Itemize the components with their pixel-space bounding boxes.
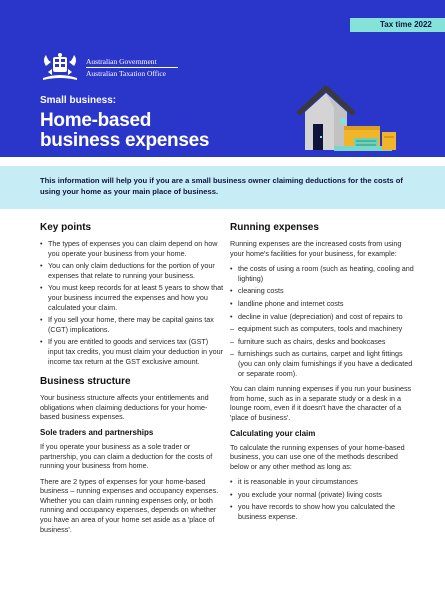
business-structure-heading: Business structure xyxy=(40,376,131,388)
list-item: • If you sell your home, there may be capital gains tax (CGT) implications. xyxy=(40,315,214,334)
running-expenses-intro: Running expenses are the increased costs from using your home's facilities for your business, for example: xyxy=(230,239,402,258)
sole-traders-paragraph-2: There are 2 types of expenses for your home-based business – running expenses and occupancy expenses. Whether you can claim running expenses only, or both running and occupancy expenses, depends on whether you have an area of your home set aside as a 'place of business'. xyxy=(40,476,219,534)
list-sub-item: – furnishings such as curtains, carpet and light fittings (you can only claim furnishings if you have a dedicated or separate room). xyxy=(230,349,413,378)
sole-traders-paragraph-1: If you operate your business as a sole trader or partnership, you can claim a deduction for the costs of running your business from home. xyxy=(40,441,213,471)
page-kicker: Small business: xyxy=(40,95,117,106)
right-column xyxy=(230,222,415,528)
key-points-list xyxy=(40,239,225,366)
list-item: • decline in value (depreciation) and cost of repairs to xyxy=(230,311,403,321)
list-sub-item: – equipment such as computers, tools and machinery xyxy=(230,324,403,334)
business-structure-text: Your business structure affects your entitlements and obligations when claiming deductions for your home-based business expenses. xyxy=(40,393,209,422)
list-item: • you exclude your normal (private) living costs xyxy=(230,489,382,499)
page-title xyxy=(40,111,209,151)
gov-line-1: Australian Government xyxy=(86,57,157,66)
gov-divider xyxy=(86,67,178,68)
header-banner xyxy=(0,0,445,157)
list-item: • The types of expenses you can claim depend on how you operate your business from your home. xyxy=(40,239,218,258)
calculating-claim-heading: Calculating your claim xyxy=(230,428,316,438)
title-line-2: business expenses xyxy=(40,130,210,151)
calculating-claim-list xyxy=(230,477,415,521)
list-item: • cleaning costs xyxy=(230,286,284,296)
gov-line-2: Australian Taxation Office xyxy=(86,69,167,78)
list-item: • it is reasonable in your circumstances xyxy=(230,477,358,487)
key-points-heading: Key points xyxy=(40,222,92,233)
list-item: • You can only claim deductions for the portion of your expenses that relate to running your business. xyxy=(40,261,215,280)
running-expenses-heading: Running expenses xyxy=(230,222,319,233)
intro-banner: This information will help you if you are a small business owner claiming deductions for the costs of using your home as your main place of business. xyxy=(0,166,445,209)
list-item: • you have records to show how you calculated the business expense. xyxy=(230,502,396,522)
list-item: • If you are entitled to goods and services tax (GST) input tax credits, you must claim your deduction in your income tax return at the GST exclusive amount. xyxy=(40,337,223,366)
house-illustration-icon xyxy=(294,82,404,154)
left-column xyxy=(40,222,225,540)
list-item: • the costs of using a room (such as heating, cooling and lighting) xyxy=(230,264,414,283)
running-expenses-after: You can claim running expenses if you run your business from home, such as in a separate study or a desk in a lounge room, even if it doesn't have the character of a 'place of business'. xyxy=(230,384,412,422)
tax-time-tag: Tax time 2022 xyxy=(350,18,445,32)
list-item: • You must keep records for at least 5 years to show that your business incurred the expenses and how you calculated your claim. xyxy=(40,283,224,312)
title-line-1: Home-based xyxy=(40,110,152,131)
coat-of-arms-icon xyxy=(40,52,80,82)
sole-traders-heading: Sole traders and partnerships xyxy=(40,427,154,437)
list-item: • landline phone and internet costs xyxy=(230,298,344,308)
list-sub-item: – furniture such as chairs, desks and bookcases xyxy=(230,336,386,346)
government-name xyxy=(86,57,178,78)
calculating-claim-intro: To calculate the running expenses of your home-based business, you can use one of the methods described below or any other method as long as: xyxy=(230,442,405,471)
running-expenses-list xyxy=(230,264,415,378)
